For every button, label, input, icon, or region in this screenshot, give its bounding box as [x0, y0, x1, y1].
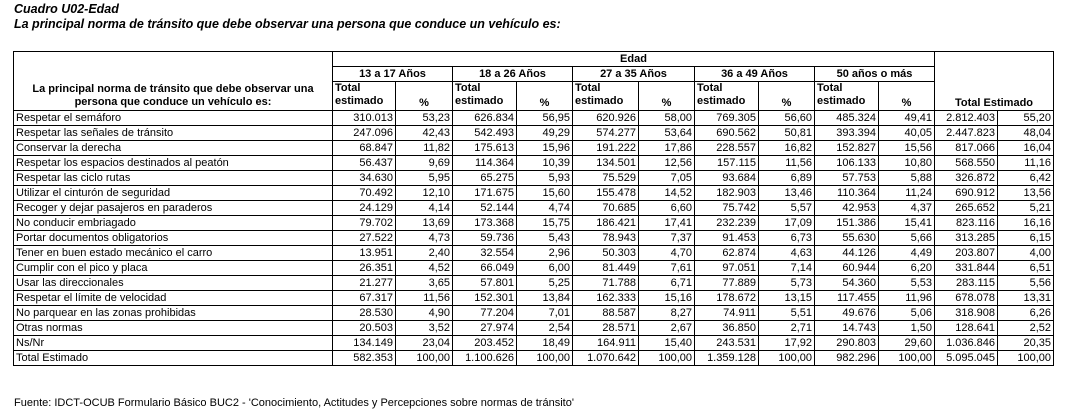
percent-cell: 17,86 — [639, 141, 695, 156]
age-header-18-26: 18 a 26 Años — [453, 67, 573, 82]
value-cell: 182.903 — [695, 186, 759, 201]
value-cell: 318.908 — [935, 306, 998, 321]
value-cell: 93.684 — [695, 171, 759, 186]
table-row — [14, 336, 1054, 351]
row-label-header: La principal norma de tránsito que debe observar una persona que conduce un vehículo es: — [14, 52, 333, 111]
row-label: Usar las direccionales — [14, 276, 333, 291]
percent-cell: 17,09 — [759, 216, 815, 231]
percent-cell: 13,46 — [759, 186, 815, 201]
value-cell: 568.550 — [935, 156, 998, 171]
percent-cell: 5,53 — [879, 276, 935, 291]
value-cell: 626.834 — [453, 111, 517, 126]
row-label: Portar documentos obligatorios — [14, 231, 333, 246]
row-label: No parquear en las zonas prohibidas — [14, 306, 333, 321]
percent-cell: 5,93 — [517, 171, 573, 186]
value-cell: 164.911 — [573, 336, 639, 351]
value-cell: 77.889 — [695, 276, 759, 291]
percent-cell: 2,40 — [396, 246, 453, 261]
age-header-36-49: 36 a 49 Años — [695, 67, 815, 82]
percent-cell: 4,74 — [517, 201, 573, 216]
value-cell: 66.049 — [453, 261, 517, 276]
percent-cell: 15,96 — [517, 141, 573, 156]
value-cell: 310.013 — [333, 111, 396, 126]
percent-cell: 5,21 — [998, 201, 1054, 216]
value-cell: 485.324 — [815, 111, 879, 126]
percent-cell: 18,49 — [517, 336, 573, 351]
value-cell: 313.285 — [935, 231, 998, 246]
table-row — [14, 291, 1054, 306]
percent-cell: 6,60 — [639, 201, 695, 216]
percent-cell: 5,56 — [998, 276, 1054, 291]
percent-cell: 10,80 — [879, 156, 935, 171]
percent-cell: 5,06 — [879, 306, 935, 321]
percent-cell: 11,82 — [396, 141, 453, 156]
percent-cell: 6,89 — [759, 171, 815, 186]
percent-cell: 4,73 — [396, 231, 453, 246]
value-cell: 134.501 — [573, 156, 639, 171]
percent-cell: 4,14 — [396, 201, 453, 216]
percent-cell: 7,61 — [639, 261, 695, 276]
table-row — [14, 321, 1054, 336]
value-cell: 71.788 — [573, 276, 639, 291]
total-estimado-subheader: Total estimado — [695, 82, 759, 111]
percent-cell: 12,56 — [639, 156, 695, 171]
percent-cell: 23,04 — [396, 336, 453, 351]
value-cell: 57.801 — [453, 276, 517, 291]
value-cell: 57.753 — [815, 171, 879, 186]
percent-cell: 5,88 — [879, 171, 935, 186]
percent-cell: 6,15 — [998, 231, 1054, 246]
value-cell: 228.557 — [695, 141, 759, 156]
table-title: La principal norma de tránsito que debe observar una persona que conduce un vehículo es: — [14, 17, 561, 31]
value-cell: 52.144 — [453, 201, 517, 216]
age-header-13-17: 13 a 17 Años — [333, 67, 453, 82]
percent-cell: 100,00 — [396, 351, 453, 366]
row-label: Conservar la derecha — [14, 141, 333, 156]
source-note: Fuente: IDCT-OCUB Formulario Básico BUC2 - 'Conocimiento, Actitudes y Percepciones sobre normas de tránsito' — [14, 397, 574, 409]
value-cell: 106.133 — [815, 156, 879, 171]
value-cell: 28.571 — [573, 321, 639, 336]
value-cell: 186.421 — [573, 216, 639, 231]
percent-cell: 100,00 — [998, 351, 1054, 366]
value-cell: 1.359.128 — [695, 351, 759, 366]
table-row — [14, 171, 1054, 186]
percent-cell: 49,29 — [517, 126, 573, 141]
percent-cell: 11,24 — [879, 186, 935, 201]
value-cell: 114.364 — [453, 156, 517, 171]
value-cell: 162.333 — [573, 291, 639, 306]
value-cell: 232.239 — [695, 216, 759, 231]
value-cell: 88.587 — [573, 306, 639, 321]
percent-cell: 5,66 — [879, 231, 935, 246]
value-cell: 56.437 — [333, 156, 396, 171]
row-label: Respetar los espacios destinados al peatón — [14, 156, 333, 171]
percent-cell: 2,96 — [517, 246, 573, 261]
row-label: Ns/Nr — [14, 336, 333, 351]
percent-cell: 5,73 — [759, 276, 815, 291]
value-cell: 171.675 — [453, 186, 517, 201]
row-label: Respetar el límite de velocidad — [14, 291, 333, 306]
value-cell: 55.630 — [815, 231, 879, 246]
value-cell: 290.803 — [815, 336, 879, 351]
percent-cell: 6,00 — [517, 261, 573, 276]
percent-cell: 8,27 — [639, 306, 695, 321]
percent-subheader: % — [879, 82, 935, 111]
percent-cell: 7,01 — [517, 306, 573, 321]
percent-cell: 6,42 — [998, 171, 1054, 186]
percent-cell: 48,04 — [998, 126, 1054, 141]
percent-cell: 1,50 — [879, 321, 935, 336]
percent-cell: 6,51 — [998, 261, 1054, 276]
percent-cell: 17,41 — [639, 216, 695, 231]
percent-cell: 5,57 — [759, 201, 815, 216]
percent-subheader: % — [517, 82, 573, 111]
age-group-header: Edad — [333, 52, 935, 67]
value-cell: 78.943 — [573, 231, 639, 246]
row-label: Total Estimado — [14, 351, 333, 366]
percent-cell: 56,95 — [517, 111, 573, 126]
row-label: Otras normas — [14, 321, 333, 336]
percent-cell: 5,25 — [517, 276, 573, 291]
value-cell: 155.478 — [573, 186, 639, 201]
percent-cell: 53,64 — [639, 126, 695, 141]
percent-cell: 11,96 — [879, 291, 935, 306]
percent-cell: 13,56 — [998, 186, 1054, 201]
value-cell: 13.951 — [333, 246, 396, 261]
row-label: Cumplir con el pico y placa — [14, 261, 333, 276]
value-cell: 173.368 — [453, 216, 517, 231]
percent-cell: 14,52 — [639, 186, 695, 201]
value-cell: 97.051 — [695, 261, 759, 276]
table-row — [14, 351, 1054, 366]
value-cell: 70.685 — [573, 201, 639, 216]
grand-total-header: Total Estimado — [935, 52, 1054, 111]
percent-cell: 4,49 — [879, 246, 935, 261]
row-label: Respetar las señales de tránsito — [14, 126, 333, 141]
percent-subheader: % — [759, 82, 815, 111]
value-cell: 21.277 — [333, 276, 396, 291]
value-cell: 2.447.823 — [935, 126, 998, 141]
value-cell: 620.926 — [573, 111, 639, 126]
percent-cell: 100,00 — [639, 351, 695, 366]
value-cell: 34.630 — [333, 171, 396, 186]
percent-cell: 4,00 — [998, 246, 1054, 261]
percent-cell: 100,00 — [517, 351, 573, 366]
value-cell: 247.096 — [333, 126, 396, 141]
percent-cell: 4,70 — [639, 246, 695, 261]
table-row — [14, 216, 1054, 231]
percent-cell: 53,23 — [396, 111, 453, 126]
table-code: Cuadro U02-Edad — [14, 2, 119, 16]
percent-cell: 5,43 — [517, 231, 573, 246]
value-cell: 690.912 — [935, 186, 998, 201]
value-cell: 77.204 — [453, 306, 517, 321]
percent-cell: 58,00 — [639, 111, 695, 126]
value-cell: 110.364 — [815, 186, 879, 201]
row-label: Utilizar el cinturón de seguridad — [14, 186, 333, 201]
percent-cell: 4,90 — [396, 306, 453, 321]
total-estimado-subheader: Total estimado — [453, 82, 517, 111]
percent-cell: 11,56 — [396, 291, 453, 306]
value-cell: 982.296 — [815, 351, 879, 366]
value-cell: 70.492 — [333, 186, 396, 201]
percent-cell: 2,71 — [759, 321, 815, 336]
value-cell: 769.305 — [695, 111, 759, 126]
table-row — [14, 186, 1054, 201]
value-cell: 24.129 — [333, 201, 396, 216]
percent-cell: 15,56 — [879, 141, 935, 156]
percent-cell: 42,43 — [396, 126, 453, 141]
value-cell: 59.736 — [453, 231, 517, 246]
value-cell: 243.531 — [695, 336, 759, 351]
percent-cell: 49,41 — [879, 111, 935, 126]
value-cell: 68.847 — [333, 141, 396, 156]
percent-subheader: % — [639, 82, 695, 111]
value-cell: 54.360 — [815, 276, 879, 291]
value-cell: 283.115 — [935, 276, 998, 291]
row-label: Recoger y dejar pasajeros en paraderos — [14, 201, 333, 216]
value-cell: 817.066 — [935, 141, 998, 156]
percent-cell: 56,60 — [759, 111, 815, 126]
value-cell: 42.953 — [815, 201, 879, 216]
value-cell: 326.872 — [935, 171, 998, 186]
value-cell: 151.386 — [815, 216, 879, 231]
table-row — [14, 141, 1054, 156]
percent-cell: 2,52 — [998, 321, 1054, 336]
percent-cell: 100,00 — [759, 351, 815, 366]
percent-cell: 4,37 — [879, 201, 935, 216]
percent-cell: 15,40 — [639, 336, 695, 351]
value-cell: 542.493 — [453, 126, 517, 141]
percent-cell: 10,39 — [517, 156, 573, 171]
percent-cell: 7,14 — [759, 261, 815, 276]
value-cell: 178.672 — [695, 291, 759, 306]
value-cell: 49.676 — [815, 306, 879, 321]
value-cell: 1.100.626 — [453, 351, 517, 366]
value-cell: 203.452 — [453, 336, 517, 351]
value-cell: 67.317 — [333, 291, 396, 306]
percent-cell: 2,54 — [517, 321, 573, 336]
row-label: Respetar el semáforo — [14, 111, 333, 126]
value-cell: 74.911 — [695, 306, 759, 321]
percent-cell: 3,65 — [396, 276, 453, 291]
value-cell: 60.944 — [815, 261, 879, 276]
total-estimado-subheader: Total estimado — [815, 82, 879, 111]
percent-cell: 6,71 — [639, 276, 695, 291]
value-cell: 203.807 — [935, 246, 998, 261]
percent-cell: 13,15 — [759, 291, 815, 306]
value-cell: 27.522 — [333, 231, 396, 246]
value-cell: 5.095.045 — [935, 351, 998, 366]
total-estimado-subheader: Total estimado — [573, 82, 639, 111]
value-cell: 128.641 — [935, 321, 998, 336]
percent-cell: 11,56 — [759, 156, 815, 171]
percent-cell: 29,60 — [879, 336, 935, 351]
row-label: No conducir embriagado — [14, 216, 333, 231]
age-header-27-35: 27 a 35 Años — [573, 67, 695, 82]
percent-cell: 55,20 — [998, 111, 1054, 126]
percent-cell: 17,92 — [759, 336, 815, 351]
table-row — [14, 261, 1054, 276]
value-cell: 62.874 — [695, 246, 759, 261]
value-cell: 117.455 — [815, 291, 879, 306]
value-cell: 690.562 — [695, 126, 759, 141]
value-cell: 331.844 — [935, 261, 998, 276]
value-cell: 28.530 — [333, 306, 396, 321]
percent-cell: 3,52 — [396, 321, 453, 336]
value-cell: 678.078 — [935, 291, 998, 306]
percent-cell: 15,41 — [879, 216, 935, 231]
value-cell: 27.974 — [453, 321, 517, 336]
value-cell: 32.554 — [453, 246, 517, 261]
percent-cell: 16,04 — [998, 141, 1054, 156]
table-row — [14, 306, 1054, 321]
percent-cell: 13,69 — [396, 216, 453, 231]
percent-subheader: % — [396, 82, 453, 111]
value-cell: 823.116 — [935, 216, 998, 231]
percent-cell: 15,60 — [517, 186, 573, 201]
percent-cell: 15,16 — [639, 291, 695, 306]
value-cell: 26.351 — [333, 261, 396, 276]
value-cell: 91.453 — [695, 231, 759, 246]
value-cell: 152.827 — [815, 141, 879, 156]
value-cell: 152.301 — [453, 291, 517, 306]
percent-cell: 40,05 — [879, 126, 935, 141]
table-row — [14, 231, 1054, 246]
data-table — [13, 51, 1054, 366]
value-cell: 582.353 — [333, 351, 396, 366]
value-cell: 157.115 — [695, 156, 759, 171]
value-cell: 175.613 — [453, 141, 517, 156]
percent-cell: 20,35 — [998, 336, 1054, 351]
value-cell: 2.812.403 — [935, 111, 998, 126]
age-header-50-plus: 50 años o más — [815, 67, 935, 82]
value-cell: 81.449 — [573, 261, 639, 276]
value-cell: 50.303 — [573, 246, 639, 261]
value-cell: 65.275 — [453, 171, 517, 186]
percent-cell: 11,16 — [998, 156, 1054, 171]
table-row — [14, 156, 1054, 171]
percent-cell: 16,16 — [998, 216, 1054, 231]
row-label: Tener en buen estado mecánico el carro — [14, 246, 333, 261]
value-cell: 75.742 — [695, 201, 759, 216]
value-cell: 265.652 — [935, 201, 998, 216]
percent-cell: 16,82 — [759, 141, 815, 156]
percent-cell: 4,63 — [759, 246, 815, 261]
percent-cell: 13,84 — [517, 291, 573, 306]
table-row — [14, 246, 1054, 261]
percent-cell: 5,51 — [759, 306, 815, 321]
value-cell: 1.070.642 — [573, 351, 639, 366]
percent-cell: 6,73 — [759, 231, 815, 246]
percent-cell: 13,31 — [998, 291, 1054, 306]
percent-cell: 2,67 — [639, 321, 695, 336]
value-cell: 574.277 — [573, 126, 639, 141]
table-row — [14, 276, 1054, 291]
value-cell: 44.126 — [815, 246, 879, 261]
value-cell: 20.503 — [333, 321, 396, 336]
percent-cell: 12,10 — [396, 186, 453, 201]
table-row — [14, 111, 1054, 126]
row-label: Respetar las ciclo rutas — [14, 171, 333, 186]
value-cell: 79.702 — [333, 216, 396, 231]
percent-cell: 15,75 — [517, 216, 573, 231]
value-cell: 75.529 — [573, 171, 639, 186]
percent-cell: 9,69 — [396, 156, 453, 171]
percent-cell: 5,95 — [396, 171, 453, 186]
value-cell: 393.394 — [815, 126, 879, 141]
value-cell: 134.149 — [333, 336, 396, 351]
percent-cell: 7,37 — [639, 231, 695, 246]
percent-cell: 100,00 — [879, 351, 935, 366]
value-cell: 1.036.846 — [935, 336, 998, 351]
table-row — [14, 201, 1054, 216]
value-cell: 14.743 — [815, 321, 879, 336]
percent-cell: 6,26 — [998, 306, 1054, 321]
percent-cell: 6,20 — [879, 261, 935, 276]
table-row — [14, 126, 1054, 141]
percent-cell: 50,81 — [759, 126, 815, 141]
value-cell: 36.850 — [695, 321, 759, 336]
percent-cell: 4,52 — [396, 261, 453, 276]
percent-cell: 7,05 — [639, 171, 695, 186]
value-cell: 191.222 — [573, 141, 639, 156]
total-estimado-subheader: Total estimado — [333, 82, 396, 111]
